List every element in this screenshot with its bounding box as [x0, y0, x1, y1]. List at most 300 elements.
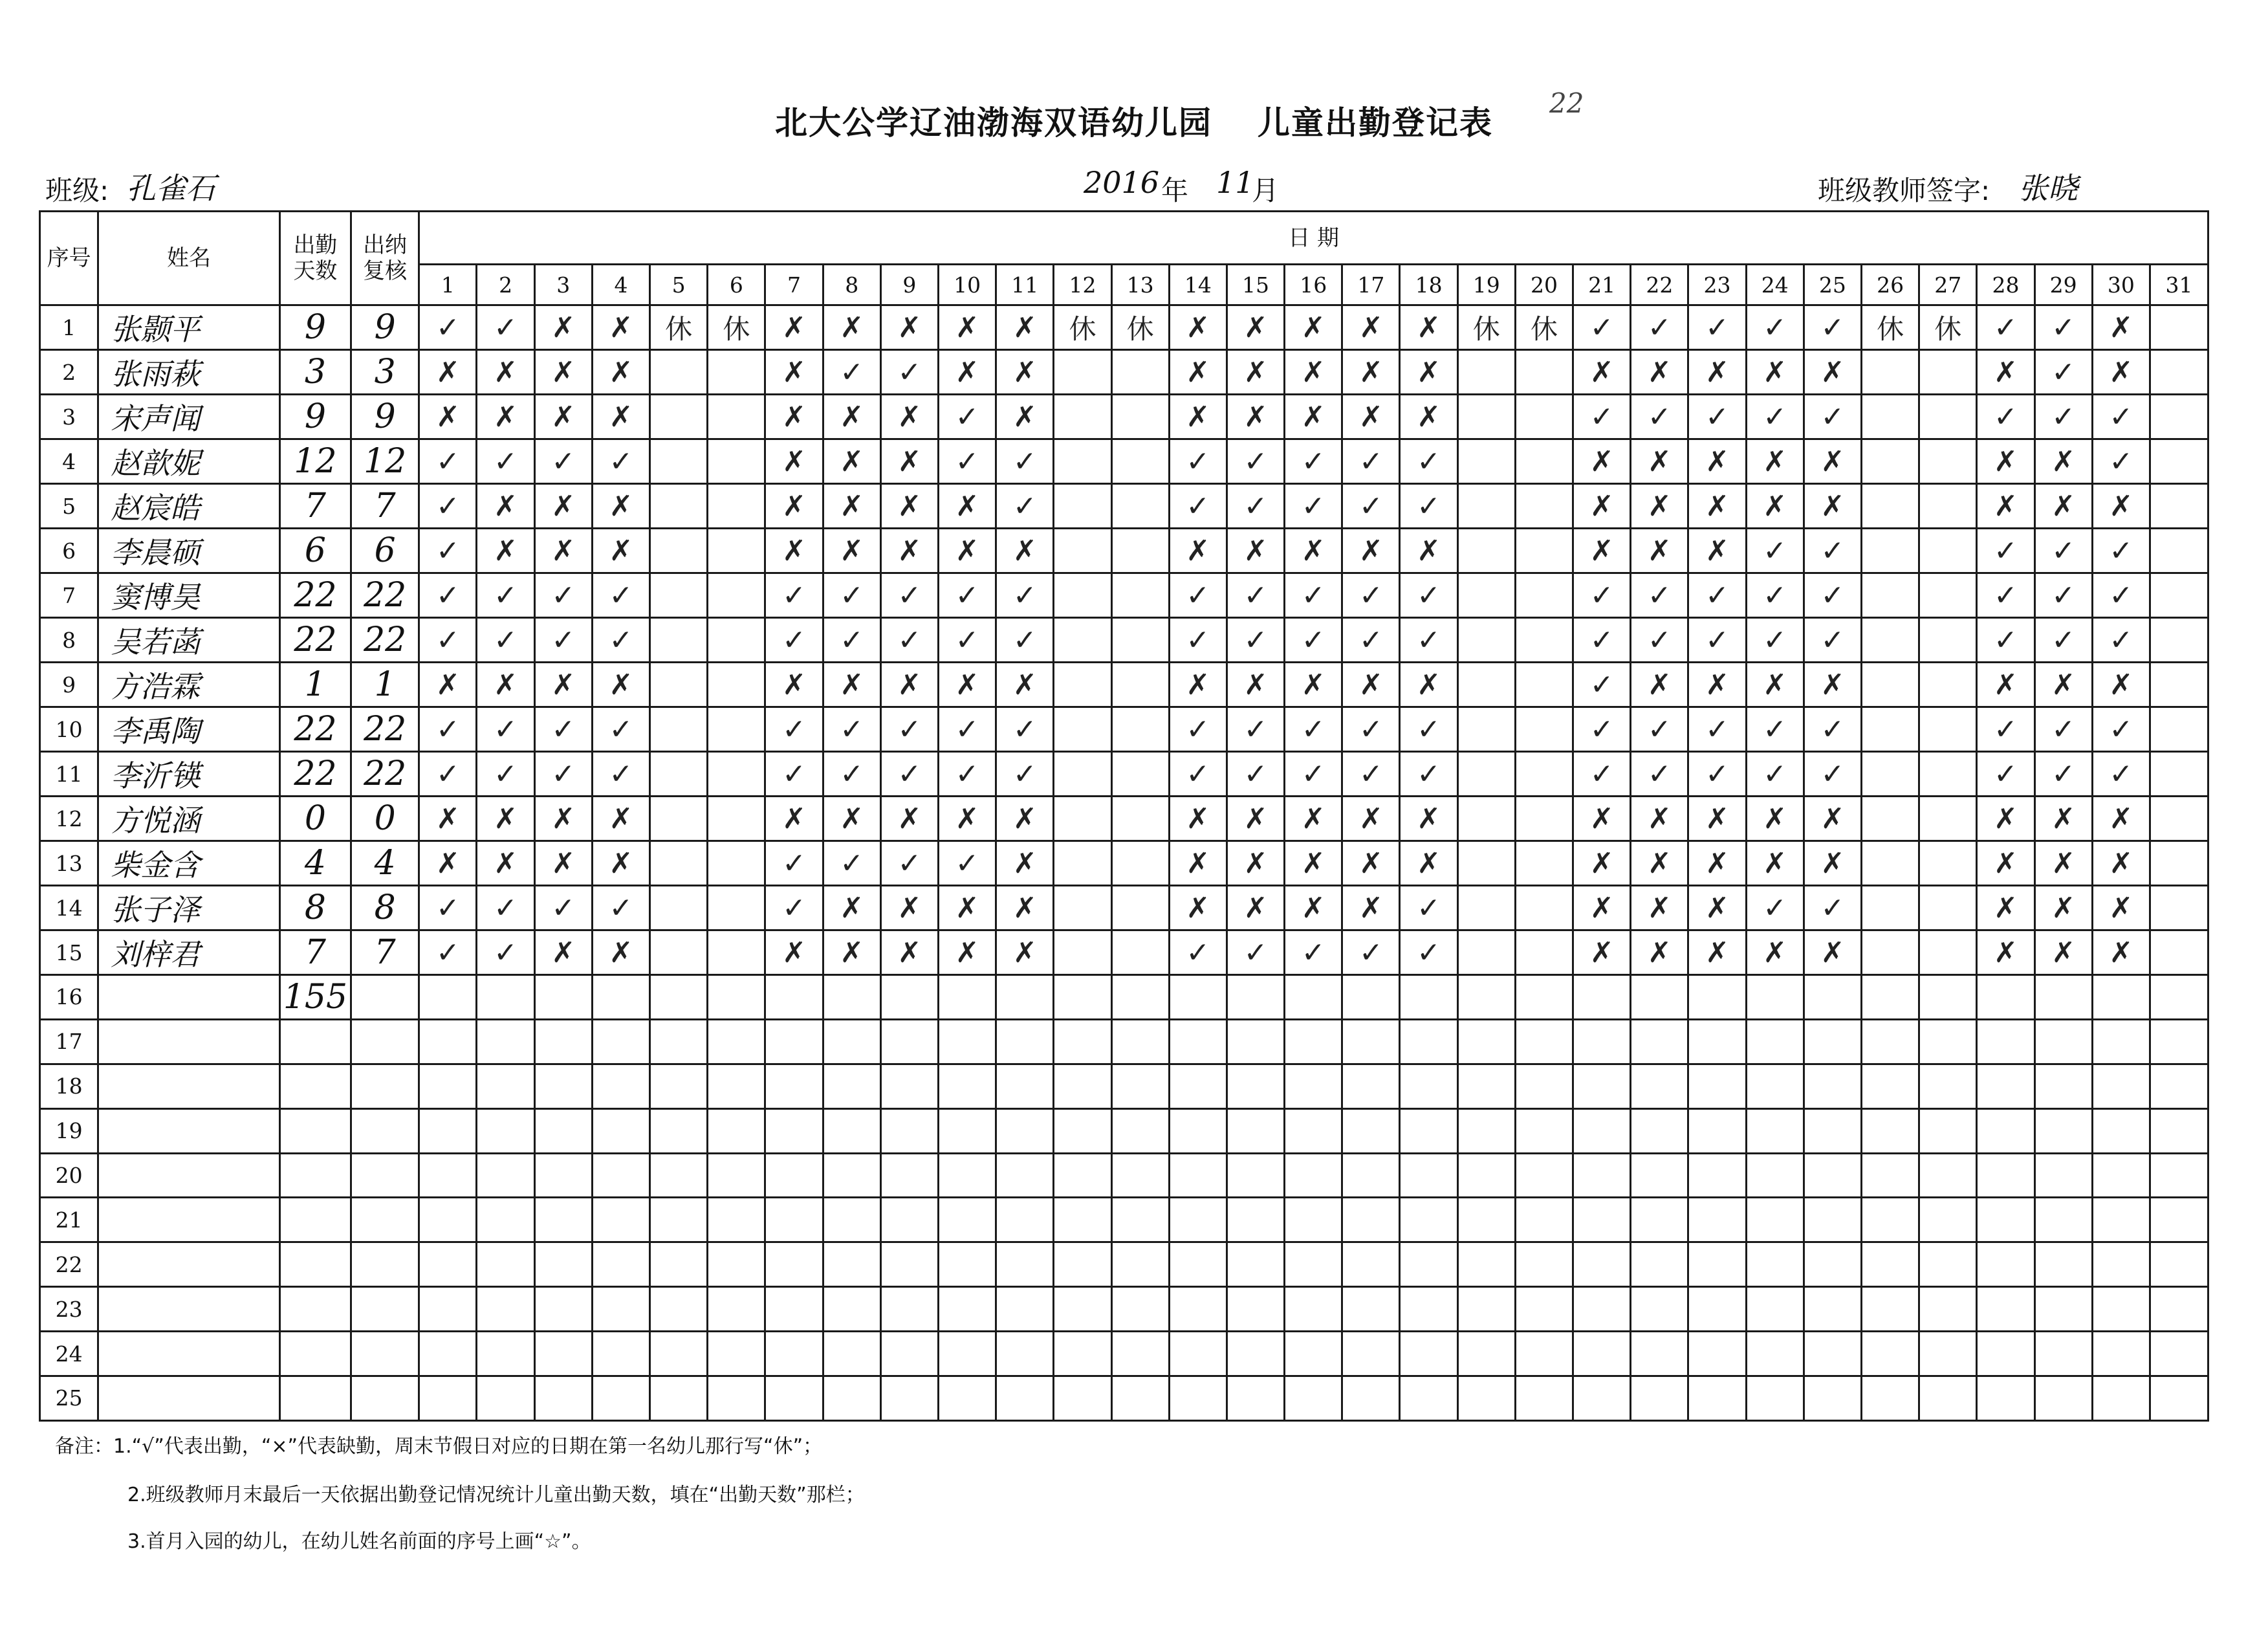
child-name: 赵歆妮 — [98, 439, 280, 484]
absent-mark: ✗ — [477, 663, 534, 707]
day-cell — [1169, 1376, 1227, 1421]
day-cell — [1054, 1242, 1111, 1287]
attendance-days — [279, 1242, 351, 1287]
absent-mark: ✗ — [1400, 663, 1457, 707]
day-cell — [477, 1108, 534, 1153]
day-cell — [765, 1287, 823, 1332]
attendance-days — [279, 1153, 351, 1198]
day-cell — [1111, 618, 1169, 663]
day-cell — [477, 1198, 534, 1242]
table-row — [40, 305, 2208, 350]
day-cell — [2150, 930, 2208, 975]
day-cell — [1400, 1064, 1457, 1108]
day-cell — [534, 1332, 592, 1376]
day-cell — [1111, 439, 1169, 484]
day-cell — [880, 975, 938, 1020]
present-mark: ✓ — [1804, 529, 1861, 573]
present-mark: ✓ — [1400, 707, 1457, 752]
day-cell — [1861, 573, 1919, 618]
present-mark: ✓ — [1804, 752, 1861, 797]
day-cell — [1515, 1108, 1573, 1153]
present-mark: ✓ — [592, 573, 649, 618]
child-name: 张雨萩 — [98, 350, 280, 395]
day-cell — [1054, 529, 1111, 573]
review-days — [351, 1287, 419, 1332]
day-cell — [650, 484, 708, 529]
present-mark: ✓ — [534, 707, 592, 752]
present-mark: ✓ — [1227, 618, 1284, 663]
present-mark: ✓ — [1573, 573, 1631, 618]
day-cell — [1746, 1019, 1804, 1064]
present-mark: ✓ — [1285, 618, 1342, 663]
absent-mark: ✗ — [419, 797, 477, 841]
day-cell — [1111, 484, 1169, 529]
absent-mark: ✗ — [880, 439, 938, 484]
absent-mark: ✗ — [1227, 529, 1284, 573]
day-cell — [708, 439, 765, 484]
present-mark: ✓ — [1631, 573, 1688, 618]
absent-mark: ✗ — [1573, 484, 1631, 529]
absent-mark: ✗ — [1342, 529, 1400, 573]
day-cell — [880, 1153, 938, 1198]
present-mark: ✓ — [1746, 886, 1804, 930]
absent-mark: ✗ — [1631, 841, 1688, 886]
day-cell — [2150, 1153, 2208, 1198]
day-cell — [708, 529, 765, 573]
present-mark: ✓ — [938, 395, 996, 439]
day-cell — [650, 350, 708, 395]
day-cell — [1573, 1287, 1631, 1332]
absent-mark: ✗ — [823, 529, 880, 573]
absent-mark: ✗ — [938, 305, 996, 350]
table-row — [40, 930, 2208, 975]
present-mark: ✓ — [477, 439, 534, 484]
absent-mark: ✗ — [2034, 886, 2092, 930]
absent-mark: ✗ — [938, 529, 996, 573]
day-cell — [1285, 1242, 1342, 1287]
day-cell — [1400, 1153, 1457, 1198]
day-cell — [1169, 1019, 1227, 1064]
day-cell — [1054, 707, 1111, 752]
day-cell — [880, 1064, 938, 1108]
day-cell — [708, 350, 765, 395]
present-mark: ✓ — [592, 618, 649, 663]
day-cell — [1169, 1242, 1227, 1287]
day-cell — [1804, 1332, 1861, 1376]
absent-mark: ✗ — [823, 484, 880, 529]
day-cell — [1054, 1064, 1111, 1108]
day-cell — [419, 1287, 477, 1332]
absent-mark: ✗ — [534, 350, 592, 395]
absent-mark: ✗ — [534, 305, 592, 350]
review-days — [351, 1153, 419, 1198]
present-mark: ✓ — [1169, 573, 1227, 618]
present-mark: ✓ — [1977, 573, 2034, 618]
day-cell — [1804, 1153, 1861, 1198]
present-mark: ✓ — [1631, 618, 1688, 663]
absent-mark: ✗ — [1977, 484, 2034, 529]
day-cell — [1573, 1198, 1631, 1242]
row-index: 18 — [40, 1064, 98, 1108]
absent-mark: ✗ — [996, 663, 1054, 707]
day-cell — [1977, 1153, 2034, 1198]
day-cell — [996, 1153, 1054, 1198]
rest-day-mark: 休 — [650, 305, 708, 350]
absent-mark: ✗ — [534, 484, 592, 529]
day-cell — [1919, 663, 1977, 707]
absent-mark: ✗ — [1400, 395, 1457, 439]
present-mark: ✓ — [1227, 439, 1284, 484]
present-mark: ✓ — [823, 841, 880, 886]
day-cell — [1342, 1332, 1400, 1376]
absent-mark: ✗ — [1169, 350, 1227, 395]
absent-mark: ✗ — [1977, 797, 2034, 841]
date-header-cell: 4 — [592, 265, 649, 305]
day-cell — [592, 1019, 649, 1064]
day-cell — [1861, 797, 1919, 841]
present-mark: ✓ — [1977, 752, 2034, 797]
child-name — [98, 1287, 280, 1332]
present-mark: ✓ — [419, 618, 477, 663]
date-header-cell: 23 — [1688, 265, 1746, 305]
review-days — [351, 1064, 419, 1108]
present-mark: ✓ — [2092, 707, 2150, 752]
present-mark: ✓ — [1227, 484, 1284, 529]
absent-mark: ✗ — [880, 886, 938, 930]
day-cell — [765, 1198, 823, 1242]
day-cell — [823, 1242, 880, 1287]
row-index: 7 — [40, 573, 98, 618]
absent-mark: ✗ — [1169, 305, 1227, 350]
present-mark: ✓ — [2034, 350, 2092, 395]
day-cell — [592, 1153, 649, 1198]
day-cell — [477, 975, 534, 1020]
absent-mark: ✗ — [1342, 395, 1400, 439]
day-cell — [2150, 573, 2208, 618]
day-cell — [2092, 1153, 2150, 1198]
table-row — [40, 1332, 2208, 1376]
day-cell — [1746, 1242, 1804, 1287]
day-cell — [650, 707, 708, 752]
day-cell — [1111, 1332, 1169, 1376]
day-cell — [419, 1064, 477, 1108]
absent-mark: ✗ — [1688, 663, 1746, 707]
review-days: 8 — [351, 886, 419, 930]
absent-mark: ✗ — [1688, 930, 1746, 975]
page-title — [0, 97, 2268, 144]
day-cell — [419, 1242, 477, 1287]
date-header-cell: 6 — [708, 265, 765, 305]
absent-mark: ✗ — [823, 305, 880, 350]
present-mark: ✓ — [1746, 395, 1804, 439]
form-name: 儿童出勤登记表 — [1258, 104, 1493, 142]
day-cell — [1631, 1019, 1688, 1064]
day-cell — [708, 1198, 765, 1242]
day-cell — [1285, 1153, 1342, 1198]
day-cell — [708, 886, 765, 930]
day-cell — [996, 1376, 1054, 1421]
day-cell — [2150, 1287, 2208, 1332]
class-label: 班级: — [45, 175, 109, 206]
day-cell — [1515, 1064, 1573, 1108]
day-cell — [2092, 1332, 2150, 1376]
present-mark: ✓ — [592, 886, 649, 930]
day-cell — [2034, 1198, 2092, 1242]
child-name: 李晨硕 — [98, 529, 280, 573]
day-cell — [938, 1019, 996, 1064]
day-cell — [1054, 439, 1111, 484]
absent-mark: ✗ — [1400, 797, 1457, 841]
day-cell — [823, 1108, 880, 1153]
day-cell — [650, 1198, 708, 1242]
day-cell — [1054, 1287, 1111, 1332]
absent-mark: ✗ — [1573, 350, 1631, 395]
day-cell — [1573, 1064, 1631, 1108]
day-cell — [1919, 573, 1977, 618]
present-mark: ✓ — [419, 529, 477, 573]
present-mark: ✓ — [2034, 305, 2092, 350]
table-row — [40, 1108, 2208, 1153]
day-cell — [1054, 930, 1111, 975]
review-days — [351, 1332, 419, 1376]
day-cell — [1515, 1376, 1573, 1421]
day-cell — [1054, 663, 1111, 707]
day-cell — [1515, 841, 1573, 886]
absent-mark: ✗ — [1746, 841, 1804, 886]
day-cell — [2092, 1108, 2150, 1153]
day-cell — [1515, 1153, 1573, 1198]
present-mark: ✓ — [1285, 573, 1342, 618]
day-cell — [1861, 395, 1919, 439]
day-cell — [1515, 707, 1573, 752]
day-cell — [1457, 1019, 1515, 1064]
present-mark: ✓ — [2092, 752, 2150, 797]
present-mark: ✓ — [1688, 618, 1746, 663]
day-cell — [1688, 1153, 1746, 1198]
day-cell — [1515, 752, 1573, 797]
date-header-cell: 3 — [534, 265, 592, 305]
day-cell — [1111, 1153, 1169, 1198]
present-mark: ✓ — [880, 752, 938, 797]
present-mark: ✓ — [1631, 305, 1688, 350]
present-mark: ✓ — [1804, 395, 1861, 439]
absent-mark: ✗ — [1688, 886, 1746, 930]
day-cell — [1861, 439, 1919, 484]
day-cell — [708, 797, 765, 841]
day-cell — [1111, 886, 1169, 930]
present-mark: ✓ — [1169, 439, 1227, 484]
absent-mark: ✗ — [1688, 529, 1746, 573]
absent-mark: ✗ — [592, 841, 649, 886]
day-cell — [1457, 573, 1515, 618]
absent-mark: ✗ — [1688, 841, 1746, 886]
day-cell — [1861, 886, 1919, 930]
absent-mark: ✗ — [1631, 350, 1688, 395]
day-cell — [1688, 1108, 1746, 1153]
day-cell — [765, 1376, 823, 1421]
day-cell — [1515, 350, 1573, 395]
present-mark: ✓ — [1977, 707, 2034, 752]
absent-mark: ✗ — [1977, 886, 2034, 930]
day-cell — [1861, 484, 1919, 529]
present-mark: ✓ — [1285, 707, 1342, 752]
day-cell — [1111, 663, 1169, 707]
present-mark: ✓ — [1342, 573, 1400, 618]
day-cell — [2150, 484, 2208, 529]
present-mark: ✓ — [1400, 573, 1457, 618]
day-cell — [1169, 1332, 1227, 1376]
day-cell — [1169, 1198, 1227, 1242]
day-cell — [708, 1376, 765, 1421]
day-cell — [1977, 1376, 2034, 1421]
day-cell — [1457, 797, 1515, 841]
present-mark: ✓ — [419, 707, 477, 752]
row-index: 23 — [40, 1287, 98, 1332]
absent-mark: ✗ — [765, 529, 823, 573]
day-cell — [708, 573, 765, 618]
child-name — [98, 1242, 280, 1287]
header-days-line2: 天数 — [293, 258, 338, 284]
day-cell — [592, 1108, 649, 1153]
day-cell — [1457, 1198, 1515, 1242]
child-name: 刘梓君 — [98, 930, 280, 975]
day-cell — [1631, 1332, 1688, 1376]
present-mark: ✓ — [765, 573, 823, 618]
day-cell — [880, 1376, 938, 1421]
day-cell — [419, 1108, 477, 1153]
absent-mark: ✗ — [1746, 350, 1804, 395]
absent-mark: ✗ — [1631, 529, 1688, 573]
absent-mark: ✗ — [1342, 886, 1400, 930]
absent-mark: ✗ — [1342, 305, 1400, 350]
day-cell — [1919, 1198, 1977, 1242]
attendance-days: 155 — [279, 975, 351, 1020]
absent-mark: ✗ — [996, 350, 1054, 395]
day-cell — [1400, 1019, 1457, 1064]
present-mark: ✓ — [592, 752, 649, 797]
day-cell — [1861, 1019, 1919, 1064]
day-cell — [2150, 618, 2208, 663]
present-mark: ✓ — [1977, 395, 2034, 439]
absent-mark: ✗ — [2034, 797, 2092, 841]
date-header-cell: 22 — [1631, 265, 1688, 305]
day-cell — [938, 1376, 996, 1421]
day-cell — [1977, 975, 2034, 1020]
row-index: 10 — [40, 707, 98, 752]
rest-day-mark: 休 — [1861, 305, 1919, 350]
row-index: 3 — [40, 395, 98, 439]
present-mark: ✓ — [2034, 395, 2092, 439]
present-mark: ✓ — [2034, 707, 2092, 752]
day-cell — [1054, 484, 1111, 529]
day-cell — [534, 1019, 592, 1064]
header-date: 日 期 — [419, 212, 2208, 265]
absent-mark: ✗ — [823, 886, 880, 930]
review-days: 3 — [351, 350, 419, 395]
absent-mark: ✗ — [1169, 841, 1227, 886]
day-cell — [1054, 1198, 1111, 1242]
absent-mark: ✗ — [1285, 841, 1342, 886]
day-cell — [996, 1332, 1054, 1376]
day-cell — [1054, 1153, 1111, 1198]
day-cell — [1804, 1198, 1861, 1242]
day-cell — [1861, 930, 1919, 975]
day-cell — [1919, 350, 1977, 395]
table-row — [40, 1242, 2208, 1287]
day-cell — [1400, 1108, 1457, 1153]
day-cell — [1631, 1376, 1688, 1421]
day-cell — [880, 1198, 938, 1242]
date-header-cell: 31 — [2150, 265, 2208, 305]
day-cell — [1227, 1332, 1284, 1376]
present-mark: ✓ — [2092, 395, 2150, 439]
absent-mark: ✗ — [2092, 350, 2150, 395]
day-cell — [1861, 1108, 1919, 1153]
child-name — [98, 975, 280, 1020]
day-cell — [1919, 529, 1977, 573]
day-cell — [765, 1332, 823, 1376]
absent-mark: ✗ — [880, 529, 938, 573]
day-cell — [1919, 395, 1977, 439]
child-name — [98, 1376, 280, 1421]
day-cell — [592, 975, 649, 1020]
day-cell — [1400, 1287, 1457, 1332]
attendance-days — [279, 1287, 351, 1332]
day-cell — [1169, 1064, 1227, 1108]
present-mark: ✓ — [1400, 930, 1457, 975]
review-days — [351, 1198, 419, 1242]
day-cell — [1919, 439, 1977, 484]
attendance-days: 8 — [279, 886, 351, 930]
header-attendance-days — [279, 212, 351, 305]
child-name — [98, 1019, 280, 1064]
present-mark: ✓ — [996, 707, 1054, 752]
child-name: 张子泽 — [98, 886, 280, 930]
day-cell — [1400, 1198, 1457, 1242]
header-row — [40, 212, 2208, 265]
absent-mark: ✗ — [823, 395, 880, 439]
present-mark: ✓ — [823, 752, 880, 797]
present-mark: ✓ — [2034, 752, 2092, 797]
day-cell — [1457, 752, 1515, 797]
present-mark: ✓ — [2092, 439, 2150, 484]
absent-mark: ✗ — [2034, 439, 2092, 484]
day-cell — [880, 1108, 938, 1153]
date-header-cell: 28 — [1977, 265, 2034, 305]
review-days: 9 — [351, 395, 419, 439]
present-mark: ✓ — [1342, 618, 1400, 663]
day-cell — [1515, 1287, 1573, 1332]
review-days: 22 — [351, 752, 419, 797]
present-mark: ✓ — [592, 439, 649, 484]
attendance-days — [279, 1019, 351, 1064]
absent-mark: ✗ — [1227, 305, 1284, 350]
day-cell — [938, 1242, 996, 1287]
day-cell — [650, 395, 708, 439]
day-cell — [650, 975, 708, 1020]
day-cell — [650, 1019, 708, 1064]
day-cell — [477, 1019, 534, 1064]
day-cell — [2150, 1376, 2208, 1421]
day-cell — [708, 707, 765, 752]
day-cell — [1285, 975, 1342, 1020]
day-cell — [2150, 395, 2208, 439]
note-2: 2.班级教师月末最后一天依据出勤登记情况统计儿童出勤天数，填在“出勤天数”那栏； — [127, 1484, 865, 1506]
day-cell — [880, 1242, 938, 1287]
table-row — [40, 573, 2208, 618]
table-row — [40, 975, 2208, 1020]
present-mark: ✓ — [1169, 618, 1227, 663]
